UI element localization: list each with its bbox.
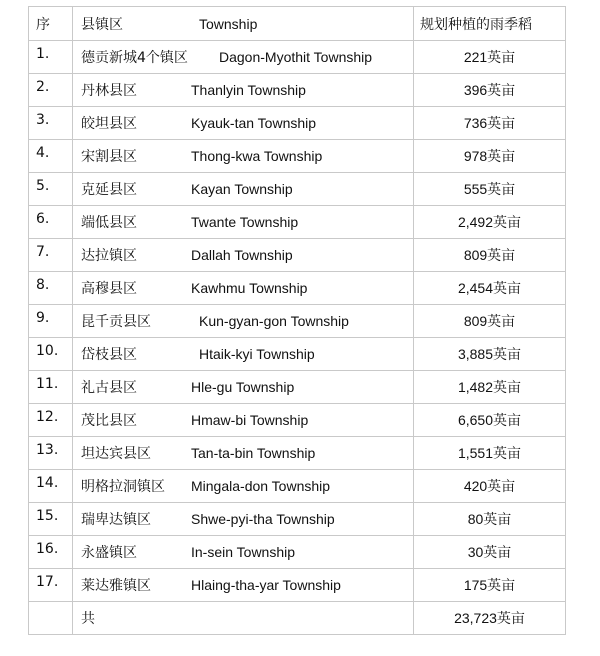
- row-cn-name: 礼古县区: [81, 380, 137, 396]
- row-en-name: Tan-ta-bin Township: [191, 445, 316, 461]
- row-township: [73, 404, 414, 437]
- row-number: 10.: [29, 338, 73, 371]
- row-area-value: 80: [467, 511, 484, 527]
- row-number: 15.: [29, 503, 73, 536]
- row-cn-name: 莱达雅镇区: [81, 578, 151, 594]
- row-area: [414, 371, 566, 404]
- row-number: 4.: [29, 140, 73, 173]
- row-area-unit: 英亩: [487, 314, 516, 330]
- row-number: 8.: [29, 272, 73, 305]
- row-area-unit: 英亩: [487, 479, 516, 495]
- header-seq: 序: [29, 7, 73, 41]
- table-row: [29, 503, 566, 536]
- row-area-unit: 英亩: [487, 149, 516, 165]
- row-area-value: 2,492: [457, 214, 494, 230]
- row-cn-name: 达拉镇区: [81, 248, 137, 264]
- row-township: [73, 371, 414, 404]
- row-area-unit: 英亩: [493, 380, 522, 396]
- row-area-value: 6,650: [457, 412, 494, 428]
- row-en-name: Dallah Township: [191, 247, 293, 263]
- header-township: [73, 7, 414, 41]
- row-en-name: Thanlyin Township: [191, 82, 306, 98]
- row-area-value: 1,482: [457, 379, 494, 395]
- table-row: [29, 569, 566, 602]
- row-cn-name: 坦达宾县区: [81, 446, 151, 462]
- table-row: [29, 173, 566, 206]
- table-row: [29, 140, 566, 173]
- row-area: [414, 74, 566, 107]
- table-row: [29, 536, 566, 569]
- row-area-value: 2,454: [457, 280, 494, 296]
- row-area-unit: 英亩: [493, 446, 522, 462]
- row-area-unit: 英亩: [493, 347, 522, 363]
- table-row: [29, 305, 566, 338]
- row-en-name: Twante Township: [191, 214, 299, 230]
- row-area-unit: 英亩: [483, 512, 512, 528]
- row-area-unit: 英亩: [493, 281, 522, 297]
- row-en-name: In-sein Township: [191, 544, 296, 560]
- row-number: 12.: [29, 404, 73, 437]
- row-en-name: Hlaing-tha-yar Township: [191, 577, 341, 593]
- row-area-unit: 英亩: [487, 578, 516, 594]
- row-area: [414, 272, 566, 305]
- row-cn-name: 明格拉洞镇区: [81, 479, 165, 495]
- row-area: [414, 503, 566, 536]
- row-cn-name: 丹林县区: [81, 83, 137, 99]
- row-township: [73, 239, 414, 272]
- row-number: 6.: [29, 206, 73, 239]
- row-township: [73, 41, 414, 74]
- row-cn-name: 茂比县区: [81, 413, 137, 429]
- row-cn-name: 皎坦县区: [81, 116, 137, 132]
- total-label-cell: [73, 602, 414, 635]
- row-cn-name: 德贡新城4个镇区: [81, 50, 188, 66]
- row-number: 16.: [29, 536, 73, 569]
- row-area-unit: 英亩: [487, 50, 516, 66]
- row-area: [414, 437, 566, 470]
- row-township: [73, 173, 414, 206]
- row-en-name: Kayan Township: [191, 181, 293, 197]
- row-area-unit: 英亩: [483, 545, 512, 561]
- row-township: [73, 305, 414, 338]
- total-area: [414, 602, 566, 635]
- row-cn-name: 岱枝县区: [81, 347, 137, 363]
- row-township: [73, 338, 414, 371]
- table-row: [29, 107, 566, 140]
- row-number: 17.: [29, 569, 73, 602]
- row-area: [414, 470, 566, 503]
- row-en-name: Htaik-kyi Township: [199, 346, 315, 362]
- table-row: [29, 206, 566, 239]
- row-area-unit: 英亩: [487, 248, 516, 264]
- header-township-en: Township: [199, 15, 258, 32]
- row-township: [73, 140, 414, 173]
- row-area-unit: 英亩: [493, 215, 522, 231]
- table-row: [29, 338, 566, 371]
- row-en-name: Shwe-pyi-tha Township: [191, 511, 335, 527]
- header-area: 规划种植的雨季稻: [414, 7, 566, 41]
- row-area-value: 1,551: [457, 445, 494, 461]
- row-area-value: 175: [463, 577, 488, 593]
- row-cn-name: 永盛镇区: [81, 545, 137, 561]
- row-en-name: Hle-gu Township: [191, 379, 295, 395]
- row-area: [414, 305, 566, 338]
- row-township: [73, 107, 414, 140]
- table-row: [29, 272, 566, 305]
- row-cn-name: 昆千贡县区: [81, 314, 151, 330]
- table-row: [29, 470, 566, 503]
- row-number: 9.: [29, 305, 73, 338]
- row-area-value: 396: [463, 82, 488, 98]
- row-area-value: 736: [463, 115, 488, 131]
- row-en-name: Kun-gyan-gon Township: [199, 313, 349, 329]
- row-number: 1.: [29, 41, 73, 74]
- row-area: [414, 107, 566, 140]
- row-area-value: 420: [463, 478, 488, 494]
- total-row: [29, 602, 566, 635]
- row-en-name: Dagon-Myothit Township: [219, 49, 373, 65]
- row-area: [414, 338, 566, 371]
- row-area-value: 555: [463, 181, 488, 197]
- row-number: 13.: [29, 437, 73, 470]
- table-row: [29, 239, 566, 272]
- row-en-name: Thong-kwa Township: [191, 148, 323, 164]
- row-number: 2.: [29, 74, 73, 107]
- row-number: 11.: [29, 371, 73, 404]
- row-area: [414, 140, 566, 173]
- row-number: 14.: [29, 470, 73, 503]
- row-cn-name: 端低县区: [81, 215, 137, 231]
- row-township: [73, 437, 414, 470]
- total-area-value: 23,723: [454, 610, 497, 626]
- row-area: [414, 206, 566, 239]
- row-area-value: 30: [467, 544, 484, 560]
- row-area-unit: 英亩: [487, 182, 516, 198]
- row-cn-name: 宋割县区: [81, 149, 137, 165]
- row-area-unit: 英亩: [493, 413, 522, 429]
- row-area: [414, 536, 566, 569]
- row-township: [73, 470, 414, 503]
- table-row: [29, 41, 566, 74]
- row-township: [73, 74, 414, 107]
- row-en-name: Kawhmu Township: [191, 280, 308, 296]
- row-area-value: 809: [463, 313, 488, 329]
- row-number: 7.: [29, 239, 73, 272]
- header-row: [29, 7, 566, 41]
- row-number: 3.: [29, 107, 73, 140]
- row-area-value: 221: [463, 49, 488, 65]
- row-area-unit: 英亩: [487, 83, 516, 99]
- row-township: [73, 206, 414, 239]
- row-area-value: 3,885: [457, 346, 494, 362]
- row-area-unit: 英亩: [487, 116, 516, 132]
- row-en-name: Mingala-don Township: [191, 478, 331, 494]
- row-cn-name: 高穆县区: [81, 281, 137, 297]
- row-area: [414, 173, 566, 206]
- row-en-name: Hmaw-bi Township: [191, 412, 309, 428]
- total-seq: [29, 602, 73, 635]
- rice-plan-table: [28, 6, 566, 635]
- row-township: [73, 569, 414, 602]
- table-body: [29, 41, 566, 602]
- row-area: [414, 404, 566, 437]
- row-area-value: 978: [463, 148, 488, 164]
- table-row: [29, 371, 566, 404]
- total-label: 共: [81, 611, 95, 627]
- row-number: 5.: [29, 173, 73, 206]
- table-row: [29, 404, 566, 437]
- row-township: [73, 503, 414, 536]
- table-row: [29, 74, 566, 107]
- row-cn-name: 瑞卑达镇区: [81, 512, 151, 528]
- row-township: [73, 536, 414, 569]
- row-township: [73, 272, 414, 305]
- row-cn-name: 克延县区: [81, 182, 137, 198]
- row-en-name: Kyauk-tan Township: [191, 115, 317, 131]
- row-area: [414, 569, 566, 602]
- header-county-cn: 县镇区: [81, 16, 123, 33]
- table-row: [29, 437, 566, 470]
- row-area: [414, 41, 566, 74]
- row-area: [414, 239, 566, 272]
- total-area-unit: 英亩: [496, 611, 525, 627]
- row-area-value: 809: [463, 247, 488, 263]
